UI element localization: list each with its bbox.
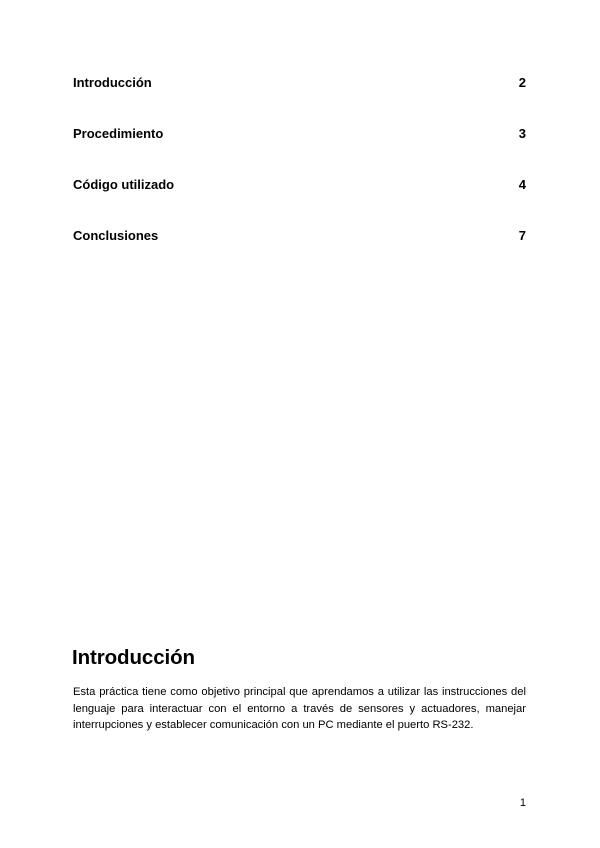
toc-entry-page: 4	[518, 177, 526, 192]
toc-entry-procedimiento[interactable]	[73, 126, 526, 177]
toc-entry-page: 2	[518, 75, 526, 90]
page-number: 1	[519, 797, 526, 809]
toc-entry-page: 7	[518, 228, 526, 243]
toc-entry-title: Procedimiento	[73, 126, 164, 141]
toc-entry-page: 3	[518, 126, 526, 141]
toc-entry-title: Introducción	[73, 75, 152, 90]
toc-entry-introduccion[interactable]	[73, 75, 526, 126]
toc-entry-conclusiones[interactable]	[73, 228, 526, 279]
toc-entry-title: Conclusiones	[73, 228, 159, 243]
toc-entry-codigo-utilizado[interactable]	[73, 177, 526, 228]
toc-entry-title: Código utilizado	[73, 177, 175, 192]
body-paragraph: Esta práctica tiene como objetivo principal que aprendamos a utilizar las instrucciones del lenguaje para interactuar con el entorno a través de sensores y actuadores, manejar interrupciones y establecer comunicación con un PC mediante el puerto RS-232.	[73, 686, 526, 731]
section-heading: Introducción	[72, 646, 195, 669]
table-of-contents	[73, 75, 526, 279]
